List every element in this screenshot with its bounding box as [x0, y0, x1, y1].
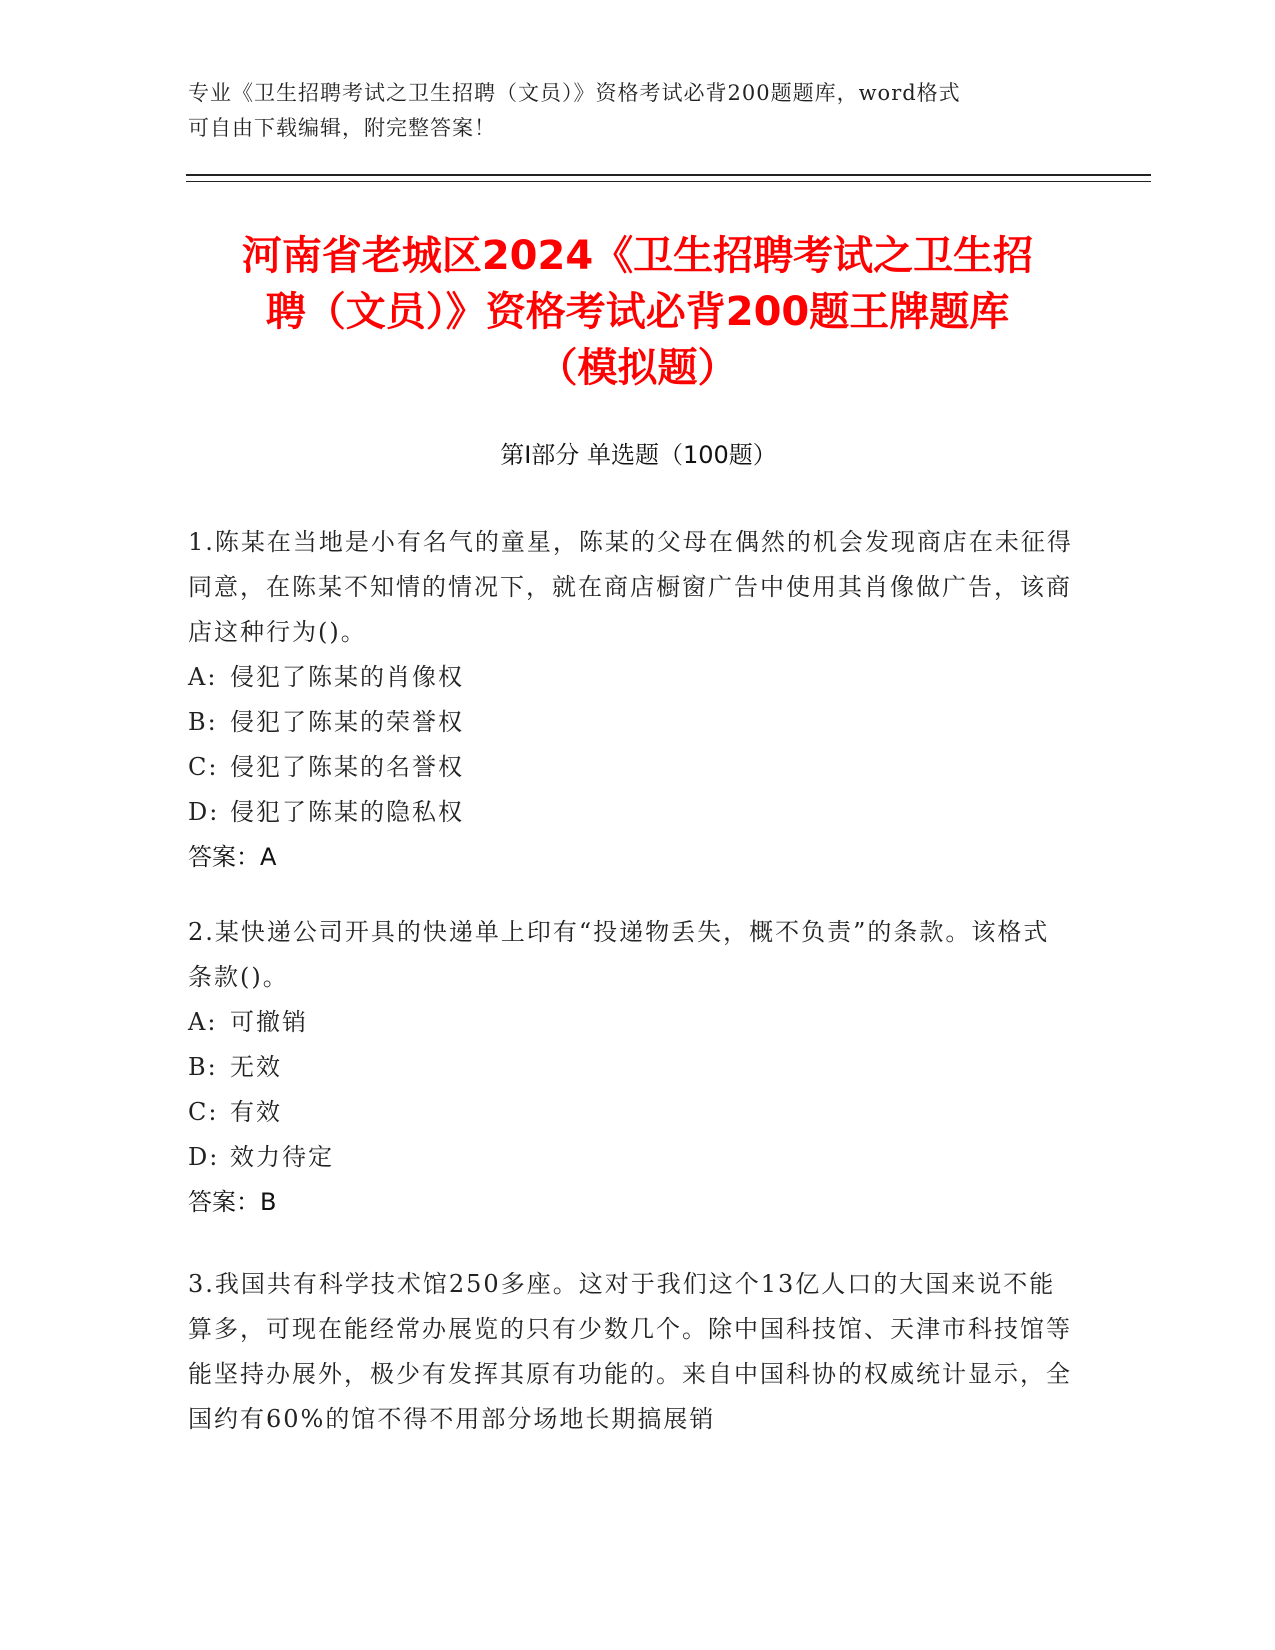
option-text: 侵犯了陈某的名誉权 — [230, 753, 464, 781]
option-letter: B: — [188, 1053, 218, 1081]
question-2 — [188, 910, 1073, 1225]
title-line-2: 聘（文员）》资格考试必背200题王牌题库 — [265, 289, 1010, 335]
option-letter: D: — [188, 798, 220, 826]
section-heading: 第Ⅰ部分 单选题（100题） — [500, 441, 777, 469]
question-stem: 3.我国共有科学技术馆250多座。这对于我们这个13亿人口的大国来说不能算多，可现在能经常办展览的只有少数几个。除中国科技馆、天津市科技馆等能坚持办展外，极少有发挥其原有功能的。来自中国科协的权威统计显示，全国约有60%的馆不得不用部分场地长期搞展销 — [188, 1270, 1072, 1433]
option-letter: D: — [188, 1143, 220, 1171]
option-a — [188, 1000, 1073, 1045]
option-letter: C: — [188, 753, 219, 781]
option-text: 侵犯了陈某的肖像权 — [230, 663, 464, 691]
option-c — [188, 1090, 1073, 1135]
header-divider-thin — [186, 181, 1151, 182]
question-stem: 1.陈某在当地是小有名气的童星，陈某的父母在偶然的机会发现商店在未征得同意，在陈某不知情的情况下，就在商店橱窗广告中使用其肖像做广告，该商店这种行为()。 — [188, 528, 1073, 646]
answer-line: 答案：A — [188, 843, 277, 871]
header-divider-thick — [186, 174, 1151, 176]
option-b — [188, 700, 1073, 745]
question-1 — [188, 520, 1073, 880]
answer-line: 答案：B — [188, 1188, 277, 1216]
question-stem: 2.某快递公司开具的快递单上印有“投递物丢失，概不负责”的条款。该格式条款()。 — [188, 918, 1050, 991]
option-c — [188, 745, 1073, 790]
option-text: 侵犯了陈某的隐私权 — [230, 798, 464, 826]
option-letter: C: — [188, 1098, 219, 1126]
option-text: 侵犯了陈某的荣誉权 — [230, 708, 464, 736]
option-b — [188, 1045, 1073, 1090]
option-text: 无效 — [230, 1053, 282, 1081]
header-note-line-2: 可自由下载编辑，附完整答案！ — [188, 116, 496, 140]
option-letter: B: — [188, 708, 218, 736]
header-note-line-1: 专业《卫生招聘考试之卫生招聘（文员）》资格考试必背200题题库，word格式 — [188, 81, 961, 105]
document-title — [170, 228, 1105, 396]
question-3 — [188, 1262, 1073, 1442]
option-letter: A: — [188, 663, 218, 691]
title-line-3: （模拟题） — [537, 345, 738, 391]
option-a — [188, 655, 1073, 700]
option-letter: A: — [188, 1008, 218, 1036]
option-d — [188, 790, 1073, 835]
option-text: 效力待定 — [230, 1143, 334, 1171]
option-text: 可撤销 — [230, 1008, 308, 1036]
option-text: 有效 — [230, 1098, 282, 1126]
title-line-1: 河南省老城区2024《卫生招聘考试之卫生招 — [241, 233, 1034, 279]
document-header-note — [188, 76, 1068, 146]
option-d — [188, 1135, 1073, 1180]
